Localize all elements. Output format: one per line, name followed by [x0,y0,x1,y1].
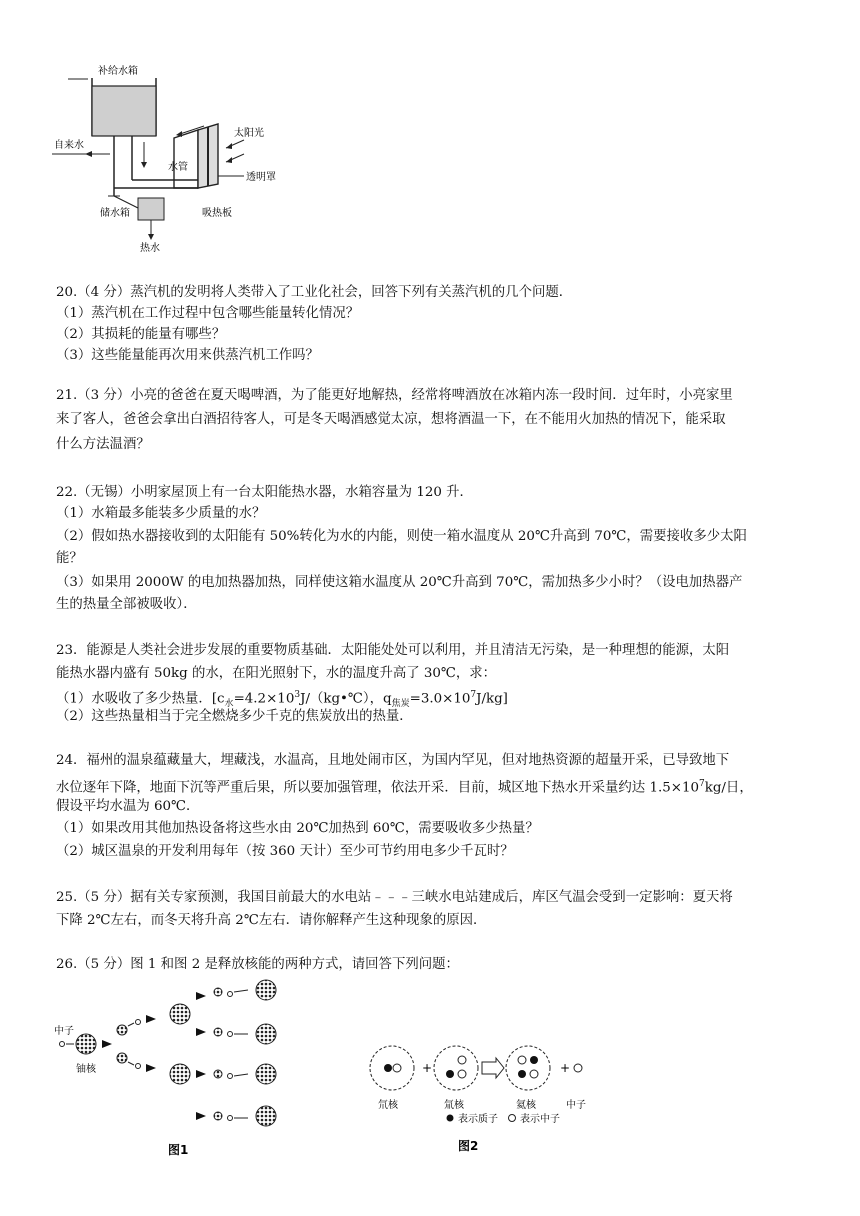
tap-water-label: 自来水 [54,140,84,151]
tritium-label: 氚核 [444,1100,464,1111]
svg-text:+: + [422,1061,433,1075]
storage-tank-label: 储水箱 [100,208,130,219]
fission-diagram [52,978,302,1158]
refill-tank-label: 补给水箱 [98,66,138,77]
uranium-label: 铀核 [76,1064,96,1075]
figure-1-caption: 图1 [168,1143,189,1157]
q24-line-1: 24．福州的温泉蕴藏量大，埋藏浅，水温高，且地处闹市区，为国内罕见，但对地热资源的超量开采，已导致地下 [56,753,730,768]
q22-stem: 22.（无锡）小明家屋顶上有一台太阳能热水器，水箱容量为 120 升． [56,485,473,500]
svg-text:+: + [560,1061,571,1075]
q20-part-3: （3）这些能量能再次用来供蒸汽机工作吗？ [56,348,319,363]
neutron-label-2: 中子 [566,1100,586,1111]
figure-2-caption: 图2 [458,1139,479,1153]
solar-heater-diagram [48,58,288,254]
sunlight-label: 太阳光 [234,128,264,139]
q22-part-2b: 能？ [56,551,83,566]
q20-part-2: （2）其损耗的能量有哪些？ [56,327,226,342]
q23-line-2: 能热水器内盛有 50kg 的水，在阳光照射下，水的温度升高了 30℃，求： [56,666,497,681]
uranium-nucleus [76,1034,96,1054]
fusion-diagram [364,1030,614,1156]
q24-part-1: （1）如果改用其他加热设备将这些水由 20℃加热到 60℃，需要吸收多少热量？ [56,821,539,836]
q25-line-2: 下降 2℃左右，而冬天将升高 2℃左右．请你解释产生这种现象的原因． [56,913,487,928]
neutron-label: 中子 [54,1026,74,1037]
neutron-particle [60,1042,65,1047]
absorber-plate-label: 吸热板 [202,208,232,219]
q22-part-3a: （3）如果用 2000W 的电加热器加热，同样使这箱水温度从 20℃升高到 70℃，需加热多少小时？（设电加热器产 [56,575,743,590]
q23-line-1: 23．能源是人类社会进步发展的重要物质基础．太阳能处处可以利用，并且清洁无污染，是一种理想的能源，太阳 [56,643,730,658]
tritium-nucleus [434,1046,478,1090]
legend-neutron: 表示中子 [520,1114,560,1125]
q22-part-3b: 生的热量全部被吸收）． [56,597,197,612]
helium-label: 氦核 [516,1100,536,1111]
q23-part-1: （1）水吸收了多少热量．[$c_水=4.2\times 10^3J/(kg•℃)$，$q_{焦炭}=3.0\times 10^7J/kg$] [56,690,508,710]
deuterium-label: 氘核 [378,1100,398,1111]
transparent-cover-label: 透明罩 [246,172,276,183]
q21-line-2: 来了客人，爸爸会拿出白酒招待客人，可是冬天喝酒感觉太凉，想将酒温一下，在不能用火加热的情况下，能采取 [56,412,726,427]
water-pipe-label: 水管 [168,162,188,173]
hot-water-label: 热水 [140,243,160,254]
q24-line-2: 水位逐年下降，地面下沉等严重后果，所以要加强管理，依法开采．目前，城区地下热水开采量约达 $1.5\times 10^7kg/$日， [56,779,753,796]
q20-part-1: （1）蒸汽机在工作过程中包含哪些能量转化情况？ [56,306,360,321]
legend-proton: 表示质子 [458,1114,498,1125]
q24-part-2: （2）城区温泉的开发利用每年（按 360 天计）至少可节约用电多少千瓦时？ [56,844,514,859]
q24-line-3: 假设平均水温为 60℃． [56,799,200,814]
q21-line-1: 21.（3 分）小亮的爸爸在夏天喝啤酒，为了能更好地解热，经常将啤酒放在冰箱内冻一段时间．过年时，小亮家里 [56,388,733,403]
storage-tank [138,198,164,220]
q22-part-2a: （2）假如热水器接收到的太阳能有 50%转化为水的内能，则使一箱水温度从 20℃升高到 70℃，需要接收多少太阳 [56,529,747,544]
refill-tank [92,86,156,136]
q20-stem: 20.（4 分）蒸汽机的发明将人类带入了工业化社会，回答下列有关蒸汽机的几个问题． [56,285,573,300]
q21-line-3: 什么方法温酒？ [56,437,150,452]
free-neutron [574,1064,582,1072]
q26-stem: 26.（5 分）图 1 和图 2 是释放核能的两种方式，请回答下列问题： [56,957,459,972]
q22-part-1: （1）水箱最多能装多少质量的水？ [56,506,266,521]
q25-line-1: 25.（5 分）据有关专家预测，我国目前最大的水电站﹣﹣﹣三峡水电站建成后，库区气温会受到一定影响：夏天将 [56,890,733,905]
q23-part-2: （2）这些热量相当于完全燃烧多少千克的焦炭放出的热量． [56,709,413,724]
helium-nucleus [506,1046,550,1090]
